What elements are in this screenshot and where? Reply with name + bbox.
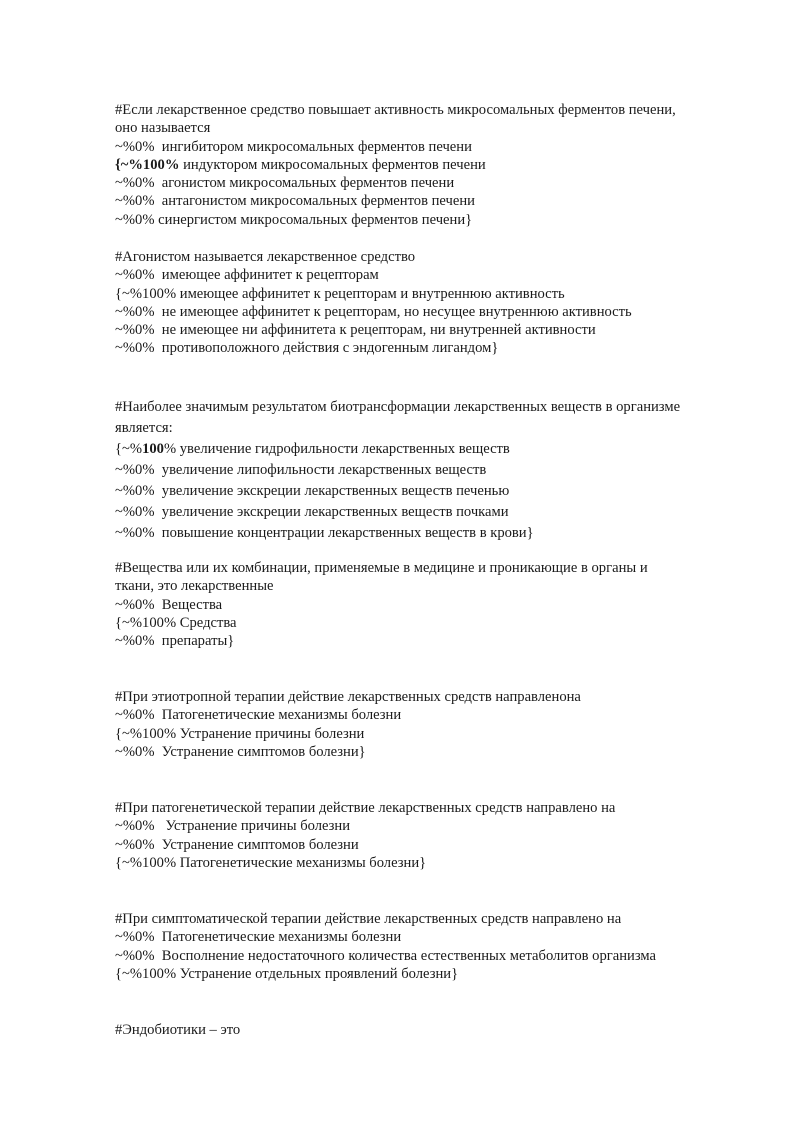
question-title-line: #При этиотропной терапии действие лекарственных средств направленона: [115, 689, 581, 705]
answer-line: [115, 965, 755, 983]
answer-line: [115, 523, 755, 544]
answer-line: [115, 156, 755, 174]
answer-line: [115, 339, 755, 357]
question-block: [115, 397, 755, 544]
answer-text: ~%0% Устранение симптомов болезни}: [115, 743, 366, 760]
question-block: [115, 799, 755, 872]
answer-line: [115, 502, 755, 523]
answer-line: [115, 836, 755, 854]
answer-line: [115, 266, 755, 284]
answer-line: [115, 928, 755, 946]
question-block: [115, 248, 755, 358]
question-title-line: #Вещества или их комбинации, применяемые в медицине и проникающие в органы и: [115, 560, 648, 576]
answer-line: [115, 632, 755, 650]
answer-line: [115, 321, 755, 339]
answer-text: ~%0% ингибитором микросомальных ферментов печени: [115, 138, 472, 155]
answer-text: индуктором микросомальных ферментов печени: [179, 156, 486, 173]
answer-text: ~%0% увеличение экскреции лекарственных веществ почками: [115, 504, 509, 520]
answer-line: [115, 439, 755, 460]
question-block: [115, 910, 755, 983]
answer-text: % увеличение гидрофильности лекарственных веществ: [163, 441, 510, 457]
answer-line: [115, 481, 755, 502]
answer-text: ~%0% Устранение симптомов болезни: [115, 836, 359, 853]
answer-text: {~%100% Средства: [115, 614, 237, 631]
answer-text: ~%0% увеличение экскреции лекарственных веществ печенью: [115, 483, 510, 499]
answer-line: [115, 192, 755, 210]
answer-text: {~%100% Устранение причины болезни: [115, 725, 365, 742]
answer-text: ~%0% не имеющее аффинитет к рецепторам, но несущее внутреннюю активность: [115, 303, 632, 320]
question-title-line: является:: [115, 420, 173, 436]
answer-text: {~%100% имеющее аффинитет к рецепторам и внутреннюю активность: [115, 285, 565, 302]
answer-text: ~%0% имеющее аффинитет к рецепторам: [115, 267, 379, 284]
question-block: [115, 559, 755, 650]
answer-line: [115, 614, 755, 632]
answer-line: [115, 725, 755, 743]
question-title-line: оно называется: [115, 120, 211, 137]
answer-text: ~%0% агонистом микросомальных ферментов печени: [115, 175, 455, 192]
answer-text: ~%0% Устранение причины болезни: [115, 818, 351, 835]
question-block: [115, 1021, 755, 1039]
question-title-line: #При симптоматической терапии действие лекарственных средств направлено на: [115, 911, 622, 927]
answer-line: [115, 854, 755, 872]
question-title-line: #Если лекарственное средство повышает активность микросомальных ферментов печени,: [115, 102, 676, 118]
answer-text: ~%0% повышение концентрации лекарственных веществ в крови}: [115, 525, 534, 541]
answer-line: [115, 174, 755, 192]
answer-text-bold: 100: [142, 441, 164, 457]
answer-text: {~%100% Патогенетические механизмы болезни}: [115, 854, 427, 871]
answer-text: ~%0% препараты}: [115, 633, 235, 650]
answer-text: ~%0% Вещества: [115, 596, 223, 613]
answer-text: ~%0% Патогенетические механизмы болезни: [115, 929, 402, 946]
question-title-line: #Эндобиотики – это: [115, 1022, 241, 1038]
answer-text: {~%100% Устранение отдельных проявлений болезни}: [115, 965, 459, 982]
answer-line: [115, 285, 755, 303]
question-title-line: #Наиболее значимым результатом биотрансформации лекарственных веществ в организме: [115, 399, 681, 415]
answer-text: ~%0% Патогенетические механизмы болезни: [115, 707, 402, 724]
question-title-line: #При патогенетической терапии действие лекарственных средств направлено на: [115, 800, 616, 816]
answer-line: [115, 460, 755, 481]
answer-line: [115, 596, 755, 614]
answer-text: ~%0% синергистом микросомальных ферментов печени}: [115, 211, 473, 228]
answer-text-bold: {~%100%: [115, 156, 180, 173]
answer-line: [115, 706, 755, 724]
answer-line: [115, 211, 755, 229]
question-title-line: ткани, это лекарственные: [115, 578, 274, 595]
answer-line: [115, 303, 755, 321]
answer-text: ~%0% не имеющее ни аффинитета к рецепторам, ни внутренней активности: [115, 322, 596, 339]
question-title-line: #Агонистом называется лекарственное средство: [115, 249, 416, 265]
answer-text: ~%0% противоположного действия с эндогенным лигандом}: [115, 340, 499, 357]
answer-text: ~%0% Восполнение недостаточного количества естественных метаболитов организма: [115, 947, 657, 964]
answer-text: ~%0% увеличение липофильности лекарственных веществ: [115, 462, 487, 478]
answer-text: {~%: [115, 441, 143, 457]
answer-line: [115, 743, 755, 761]
question-block: [115, 101, 755, 229]
question-block: [115, 688, 755, 761]
answer-line: [115, 947, 755, 965]
answer-line: [115, 817, 755, 835]
answer-line: [115, 138, 755, 156]
answer-text: ~%0% антагонистом микросомальных ферментов печени: [115, 193, 475, 210]
